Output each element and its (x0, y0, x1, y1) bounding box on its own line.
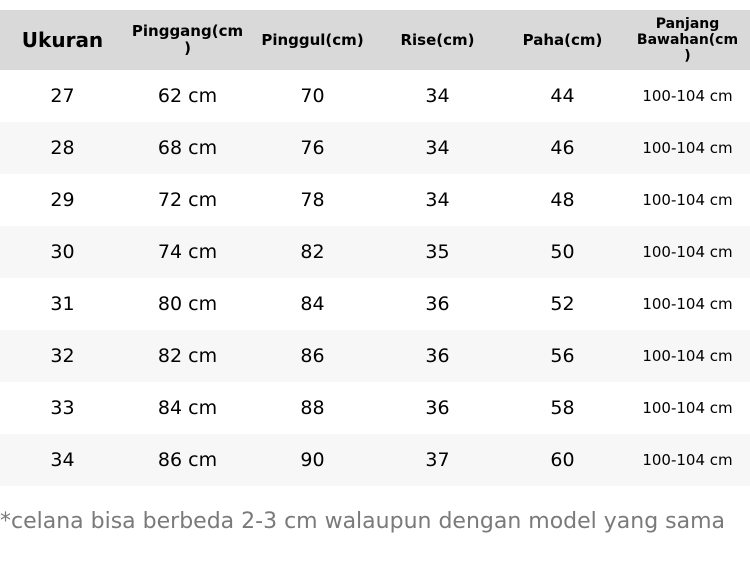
table-cell: 100-104 cm (642, 191, 733, 209)
table-cell: 31 (50, 293, 75, 315)
table-cell: 86 (300, 345, 325, 367)
table-cell: 82 (300, 241, 325, 263)
table-cell: 80 cm (157, 293, 218, 315)
table-cell: 82 cm (157, 345, 218, 367)
table-cell: 68 cm (157, 137, 218, 159)
table-cell: 76 (300, 137, 325, 159)
table-cell: 90 (300, 449, 325, 471)
table-cell: 30 (50, 241, 75, 263)
table-cell: 27 (50, 85, 75, 107)
table-cell: 100-104 cm (642, 399, 733, 417)
table-cell: 28 (50, 137, 75, 159)
table-cell: 100-104 cm (642, 87, 733, 105)
table-cell: 60 (550, 449, 575, 471)
table-cell: 35 (425, 241, 450, 263)
table-cell: 34 (425, 189, 450, 211)
table-cell: 100-104 cm (642, 347, 733, 365)
table-cell: 58 (550, 397, 575, 419)
table-cell: 34 (425, 85, 450, 107)
table-cell: 34 (425, 137, 450, 159)
table-cell: 88 (300, 397, 325, 419)
table-cell: 100-104 cm (642, 295, 733, 313)
header-row (0, 10, 750, 70)
table-cell: 100-104 cm (642, 243, 733, 261)
table-row (0, 70, 750, 122)
header-cell-paha: Paha(cm) (522, 30, 603, 49)
table-cell: 36 (425, 293, 450, 315)
table-cell: 33 (50, 397, 75, 419)
table-cell: 100-104 cm (642, 451, 733, 469)
table-cell: 100-104 cm (642, 139, 733, 157)
table-cell: 72 cm (157, 189, 218, 211)
table-row (0, 434, 750, 486)
table-row (0, 122, 750, 174)
table-cell: 70 (300, 85, 325, 107)
table-cell: 86 cm (157, 449, 218, 471)
table-cell: 62 cm (157, 85, 218, 107)
header-cell-rise: Rise(cm) (400, 30, 475, 49)
table-cell: 84 cm (157, 397, 218, 419)
size-chart-table (0, 10, 750, 486)
table-body (0, 70, 750, 486)
table-row (0, 330, 750, 382)
table-cell: 32 (50, 345, 75, 367)
table-cell: 84 (300, 293, 325, 315)
header-cell-ukuran: Ukuran (21, 27, 104, 52)
table-cell: 44 (550, 85, 575, 107)
footnote: *celana bisa berbeda 2-3 cm walaupun dengan model yang sama (0, 509, 726, 534)
table-cell: 37 (425, 449, 450, 471)
header-cell-pinggang: Pinggang(cm ) (131, 22, 244, 57)
table-header (0, 10, 750, 70)
header-cell-pinggul: Pinggul(cm) (261, 30, 364, 49)
table-cell: 46 (550, 137, 575, 159)
header-cell-panjang-bawahan: Panjang Bawahan(cm ) (636, 16, 739, 64)
table-cell: 74 cm (157, 241, 218, 263)
table-row (0, 226, 750, 278)
table-row (0, 278, 750, 330)
table-cell: 34 (50, 449, 75, 471)
table-cell: 56 (550, 345, 575, 367)
table-row (0, 382, 750, 434)
table-cell: 78 (300, 189, 325, 211)
table-cell: 50 (550, 241, 575, 263)
table-cell: 36 (425, 397, 450, 419)
table-cell: 48 (550, 189, 575, 211)
table-row (0, 174, 750, 226)
table-cell: 29 (50, 189, 75, 211)
table-cell: 36 (425, 345, 450, 367)
table-cell: 52 (550, 293, 575, 315)
